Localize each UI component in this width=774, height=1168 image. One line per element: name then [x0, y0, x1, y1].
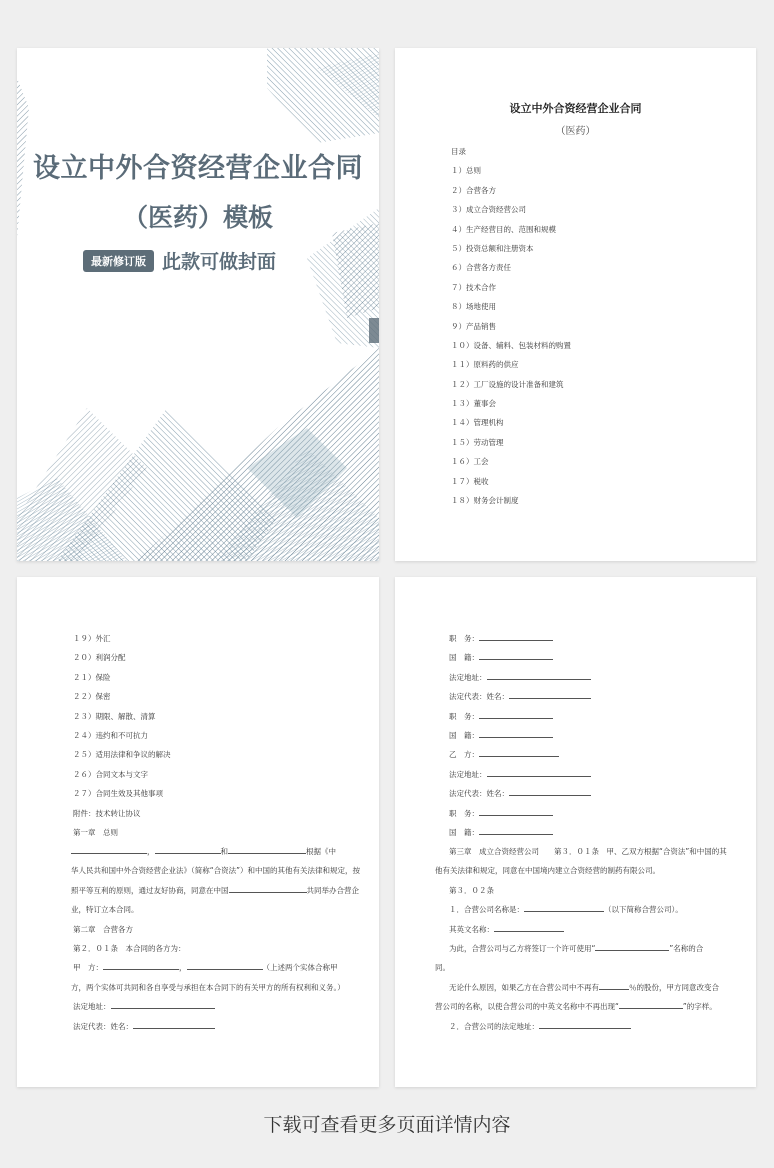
toc-item: １７）税收 — [451, 476, 489, 486]
toc-item: １４）管理机构 — [451, 418, 504, 428]
toc-item: １９）外汇 — [73, 634, 111, 643]
toc-item: ５）投资总额和注册资本 — [451, 243, 534, 253]
address-line: 法定地址： — [449, 668, 591, 687]
toc-item: ２７）合同生效及其他事项 — [73, 789, 163, 799]
toc-item: ２０）利润分配 — [73, 653, 126, 663]
representative-line: 法定代表：姓名： — [449, 784, 591, 803]
address-line: 法定地址： — [71, 997, 360, 1016]
toc-item: ２５）适用法律和争议的解决 — [73, 750, 171, 760]
toc-heading: 目录 — [451, 147, 466, 156]
representative-blank — [133, 1020, 215, 1029]
cover-subtitle: （医药）模板 — [122, 203, 273, 232]
toc-item: １２）工厂设施的设计准备和建筑 — [451, 379, 564, 389]
toc-item: ２１）保险 — [73, 672, 111, 682]
toc-item: １６）工会 — [451, 457, 489, 467]
toc-item: ３）成立合资经营公司 — [451, 205, 526, 215]
parties-line: ， 和 根据《中 — [71, 842, 360, 861]
english-name-line: 其英文名称： — [435, 920, 727, 939]
paragraph-line: 华人民共和国中外合资经营企业法》（简称“合资法”）和中国的其他有关法律和规定，按 — [71, 866, 361, 876]
nationality-line: 国 籍： — [449, 823, 591, 842]
cover-title: 设立中外合资经营企业合同 — [33, 153, 363, 184]
representative-line: 法定代表：姓名： — [449, 687, 591, 706]
party-blank — [228, 845, 306, 854]
toc-page — [395, 48, 756, 561]
contract-page-3 — [17, 577, 379, 1087]
representative-line: 法定代表：姓名： — [71, 1017, 360, 1036]
party-b-line: 乙 方： — [449, 745, 591, 764]
toc-item: ４）生产经营目的、范围和规模 — [451, 224, 556, 234]
and-text: 和 — [220, 847, 228, 856]
toc-item: ６）合营各方责任 — [451, 263, 511, 273]
toc-list — [451, 142, 571, 510]
company-name-line: １．合营公司名称是： （以下简称合营公司）。 — [449, 905, 683, 915]
paragraph-line: 同。 — [435, 963, 450, 973]
cover-geometric-decoration — [17, 48, 379, 561]
toc-continued — [73, 629, 171, 842]
cover-note: 此款可做封面 — [162, 251, 277, 273]
position-line: 职 务： — [449, 629, 591, 648]
toc-item: ２４）违约和不可抗力 — [73, 731, 148, 741]
party-a-line: 甲 方： ， （上述两个实体合称甲 — [73, 963, 338, 973]
toc-item: ２３）期限、解散、清算 — [73, 711, 156, 721]
party-blank — [71, 845, 147, 854]
toc-item: ９）产品销售 — [451, 321, 496, 331]
position-line: 职 务： — [449, 804, 591, 823]
toc-item: １５）劳动管理 — [451, 437, 504, 447]
location-blank — [229, 884, 307, 893]
toc-item: ２６）合同文本与文字 — [73, 769, 148, 779]
document-subtitle: （医药） — [555, 126, 596, 137]
party-a-blank — [187, 961, 263, 970]
position-line: 职 务： — [449, 707, 591, 726]
share-line: 无论什么原因，如果乙方在合营公司中不再有 ％的股份，甲方同意改变合 — [449, 982, 719, 992]
chapter-heading: 第一章 总则 — [73, 828, 118, 838]
toc-item: ８）场地使用 — [451, 302, 496, 312]
chapter1-body — [71, 842, 360, 1036]
chapter-heading: 第三章 成立合资经营公司 第３．０１条 甲、乙双方根据“合资法”和中国的其 — [449, 847, 727, 856]
nationality-line: 国 籍： — [449, 648, 591, 667]
share-line: 营公司的名称，以使合营公司的中英文名称中不再出现“ ”的字样。 — [435, 1002, 717, 1012]
annex-label: 附件：技术转让协议 — [73, 808, 141, 818]
paragraph-line: 他有关法律和规定，同意在中国境内建立合资经营的制药有限公司。 — [435, 866, 660, 876]
download-caption: 下载可查看更多页面详情内容 — [263, 1114, 511, 1136]
paragraph-line: 业，特订立本合同。 — [71, 905, 139, 915]
chapter3-body — [435, 842, 727, 1036]
toc-item: １３）董事会 — [451, 399, 496, 409]
toc-item: １）总则 — [451, 166, 481, 176]
party-blank — [155, 845, 221, 854]
toc-item: １１）原料药的供应 — [451, 360, 519, 370]
revision-badge: 最新修订版 — [83, 250, 154, 272]
cover-page — [17, 48, 379, 561]
cover-badge-row — [83, 247, 276, 274]
toc-item: ２）合营各方 — [451, 185, 496, 195]
document-title: 设立中外合资经营企业合同 — [509, 102, 642, 115]
basis-text: 根据《中 — [306, 847, 336, 856]
toc-item: １０）设备、辅料、包装材料的购置 — [451, 340, 571, 350]
article-line: 第２．０１条 本合同的各方为： — [73, 944, 186, 954]
article-line: 第３．０２条 — [449, 885, 494, 895]
nationality-line: 国 籍： — [449, 726, 591, 745]
address-blank — [111, 1000, 215, 1009]
legal-address-line: ２．合营公司的法定地址： — [435, 1017, 727, 1036]
toc-item: ７）技术合作 — [451, 282, 496, 292]
paragraph-line: 照平等互利的原则，通过友好协商，同意在中国 共同举办合营企 — [71, 885, 359, 895]
party-a-blank — [103, 961, 179, 970]
address-line: 法定地址： — [449, 765, 591, 784]
paragraph-line: 方，两个实体可共同和各自享受与承担在本合同下的有关甲方的所有权利和义务。） — [71, 982, 345, 992]
license-line: 为此，合营公司与乙方将签订一个许可使用“ ”名称的合 — [449, 944, 704, 954]
chapter-heading: 第二章 合营各方 — [73, 924, 133, 934]
party-details — [449, 629, 591, 842]
toc-item: ２２）保密 — [73, 692, 111, 702]
contract-page-4 — [395, 577, 756, 1087]
toc-item: １８）财务会计制度 — [451, 496, 519, 506]
